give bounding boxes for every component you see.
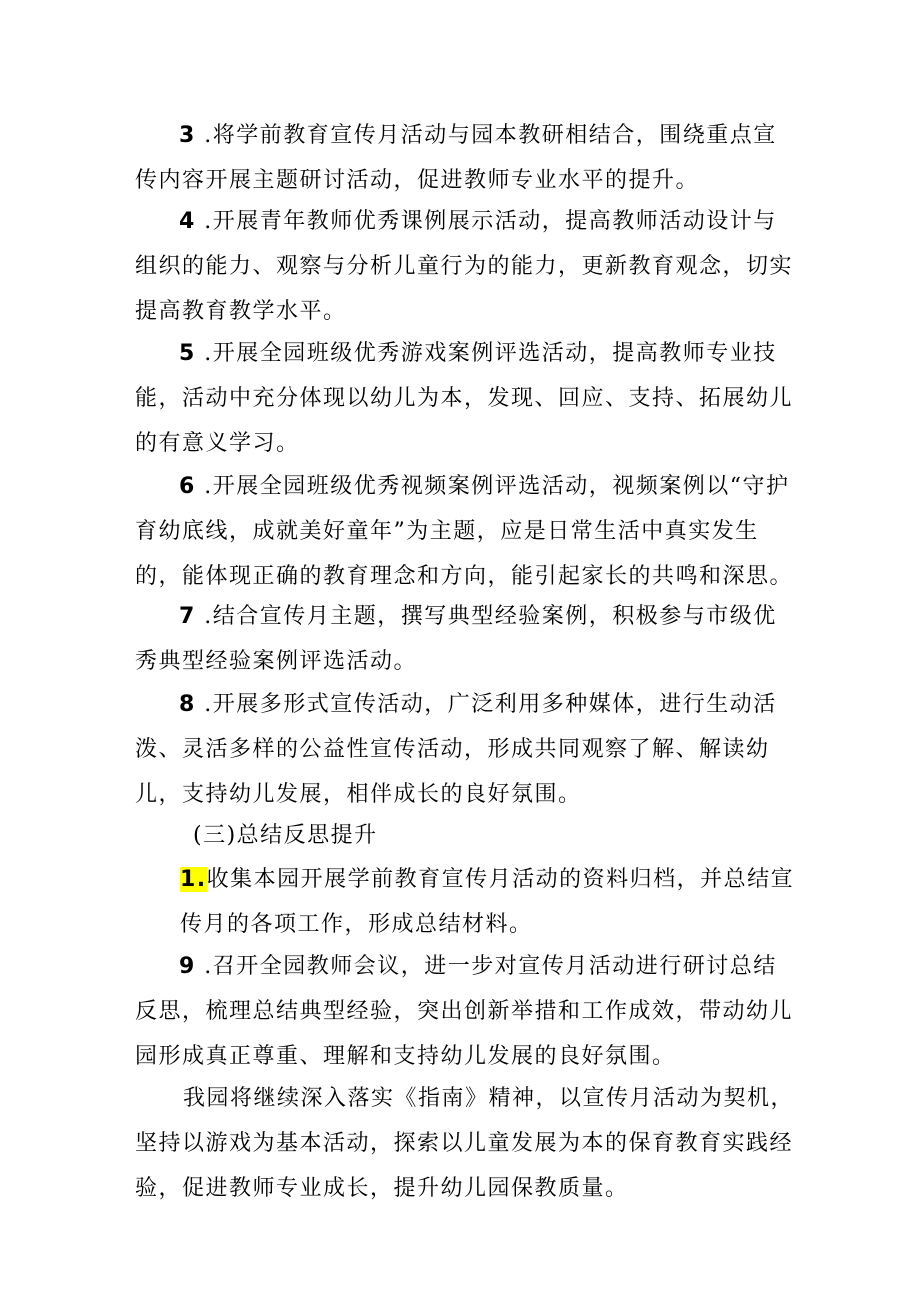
paragraph-item-1	[180, 857, 795, 947]
paragraph-text: .结合宣传月主题，撰写典型经验案例，积极参与市级优秀典型经验案例评选活动。	[135, 604, 777, 674]
item-number: 7	[179, 604, 196, 629]
item-number-highlighted: 1.	[180, 867, 207, 892]
item-number: 5	[179, 341, 196, 366]
item-number: 8	[179, 692, 196, 717]
item-number: 6	[179, 474, 196, 499]
paragraph-item-8	[135, 682, 795, 817]
paragraph-text: .开展全园班级优秀游戏案例评选活动，提高教师专业技能，活动中充分体现以幼儿为本，发现、回应、支持、拓展幼儿的有意义学习。	[135, 341, 794, 456]
paragraph-item-7	[135, 594, 795, 684]
item-number: 9	[179, 954, 196, 979]
paragraph-text: .开展多形式宣传活动，广泛利用多种媒体，进行生动活泼、灵活多样的公益性宣传活动，形成共同观察了解、解读幼儿，支持幼儿发展，相伴成长的良好氛围。	[135, 692, 777, 807]
paragraph-item-6	[135, 464, 795, 599]
paragraph-item-5	[135, 331, 795, 466]
item-number: 3	[179, 123, 196, 148]
closing-paragraph: 我园将继续深入落实《指南》精神，以宣传月活动为契机，坚持以游戏为基本活动，探索以儿童发展为本的保育教育实践经验，促进教师专业成长，提升幼儿园保教质量。	[135, 1086, 795, 1201]
paragraph-text: 收集本园开展学前教育宣传月活动的资料归档，并总结宣传月的各项工作，形成总结材料。	[180, 867, 795, 937]
section-heading: (三)总结反思提升	[193, 823, 378, 848]
paragraph-text: .开展全园班级优秀视频案例评选活动，视频案例以“守护育幼底线，成就美好童年”为主题，应是日常生活中真实发生的，能体现正确的教育理念和方向，能引起家长的共鸣和深思。	[135, 474, 794, 589]
paragraph-text: .开展青年教师优秀课例展示活动，提高教师活动设计与组织的能力、观察与分析儿童行为的能力，更新教育观念，切实提高教育教学水平。	[135, 209, 794, 324]
item-number: 4	[179, 209, 196, 234]
paragraph-text: .召开全园教师会议，进一步对宣传月活动进行研讨总结反思，梳理总结典型经验，突出创新举措和工作成效，带动幼儿园形成真正尊重、理解和支持幼儿发展的良好氛围。	[135, 954, 794, 1069]
paragraph-item-3	[135, 113, 795, 203]
paragraph-item-9	[135, 944, 795, 1079]
paragraph-text: .将学前教育宣传月活动与园本教研相结合，围绕重点宣传内容开展主题研讨活动，促进教师专业水平的提升。	[135, 123, 777, 193]
paragraph-item-4	[135, 199, 795, 334]
